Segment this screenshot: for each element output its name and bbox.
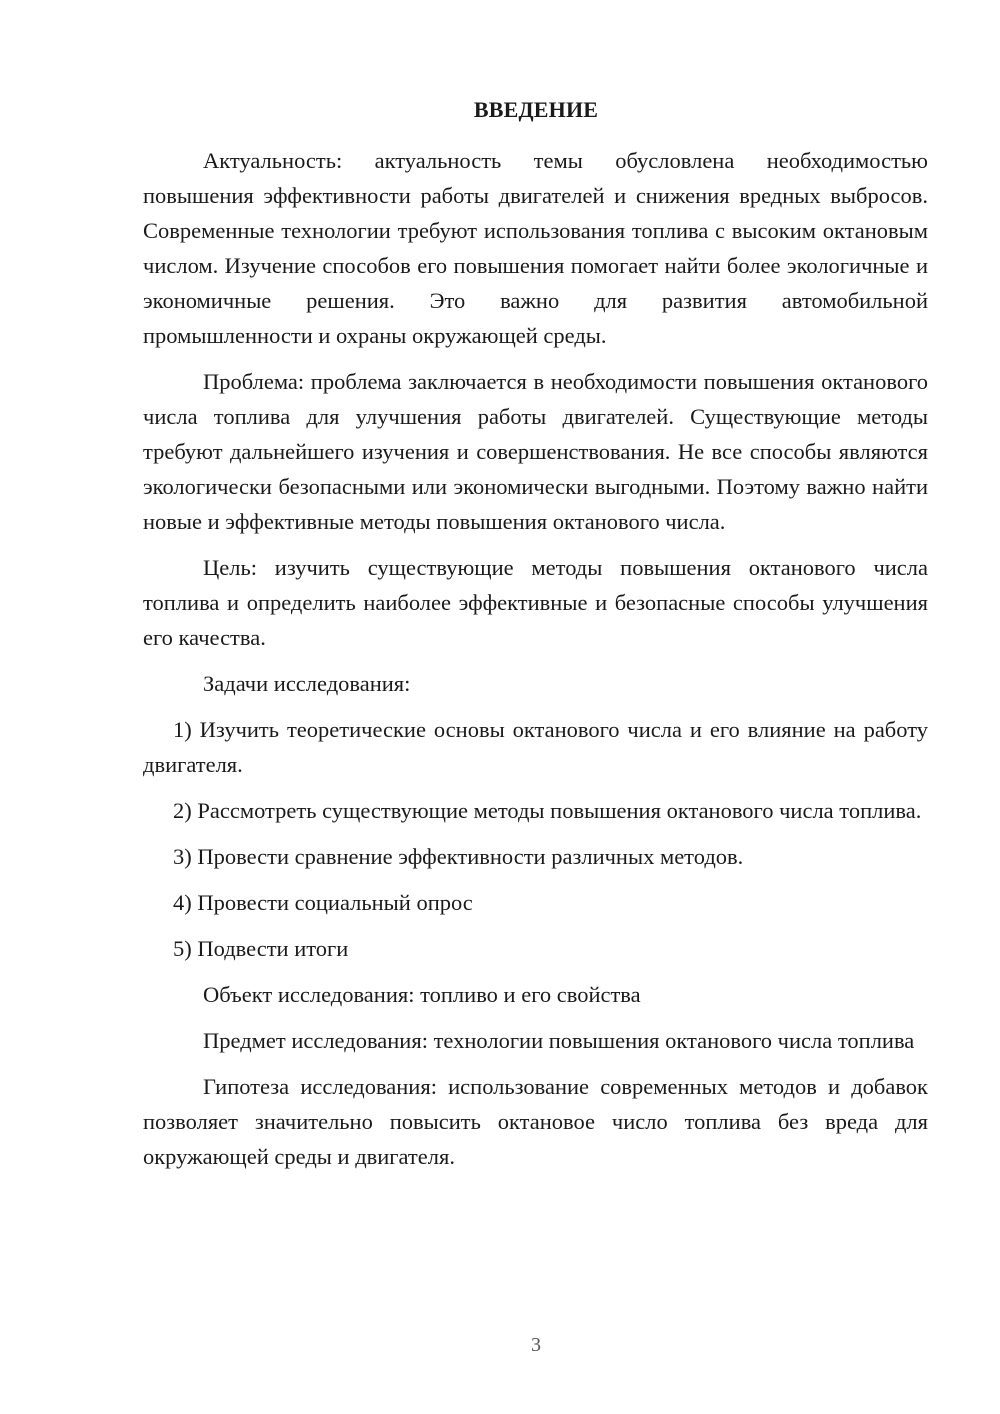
task-item-4: 4) Провести социальный опрос — [173, 890, 473, 915]
task-item-5: 5) Подвести итоги — [173, 936, 349, 961]
paragraph-problem: Проблема: проблема заключается в необходимости повышения октанового числа топлива для улучшения работы двигателей. Существующие методы требуют дальнейшего изучения и совершенствования. Не все способы являются экологически безопасными или экономически выгодными. Поэтому важно найти новые и эффективные методы повышения октанового числа. — [143, 369, 928, 534]
paragraph-relevance: Актуальность: актуальность темы обусловлена необходимостью повышения эффективности работы двигателей и снижения вредных выбросов. Современные технологии требуют использования топлива с высоким октановым числом. Изучение способов его повышения помогает найти более экологичные и экономичные решения. Это важно для развития автомобильной промышленности и охраны окружающей среды. — [143, 148, 928, 348]
document-body — [143, 143, 928, 1185]
paragraph-subject: Предмет исследования: технологии повышения октанового числа топлива — [203, 1028, 915, 1053]
paragraph-goal: Цель: изучить существующие методы повышения октанового числа топлива и определить наиболее эффективные и безопасные способы улучшения его качества. — [143, 555, 928, 650]
page-number: 3 — [531, 1334, 541, 1356]
paragraph-object: Объект исследования: топливо и его свойства — [203, 982, 641, 1007]
section-title: ВВЕДЕНИЕ — [473, 97, 599, 122]
task-item-3: 3) Провести сравнение эффективности различных методов. — [173, 844, 744, 869]
paragraph-hypothesis: Гипотеза исследования: использование современных методов и добавок позволяет значительно повысить октановое число топлива без вреда для окружающей среды и двигателя. — [143, 1074, 928, 1169]
task-item-2: 2) Рассмотреть существующие методы повышения октанового числа топлива. — [173, 798, 922, 823]
task-item-1: 1) Изучить теоретические основы октанового числа и его влияние на работу двигателя. — [143, 717, 928, 777]
paragraph-tasks-heading: Задачи исследования: — [203, 671, 411, 696]
